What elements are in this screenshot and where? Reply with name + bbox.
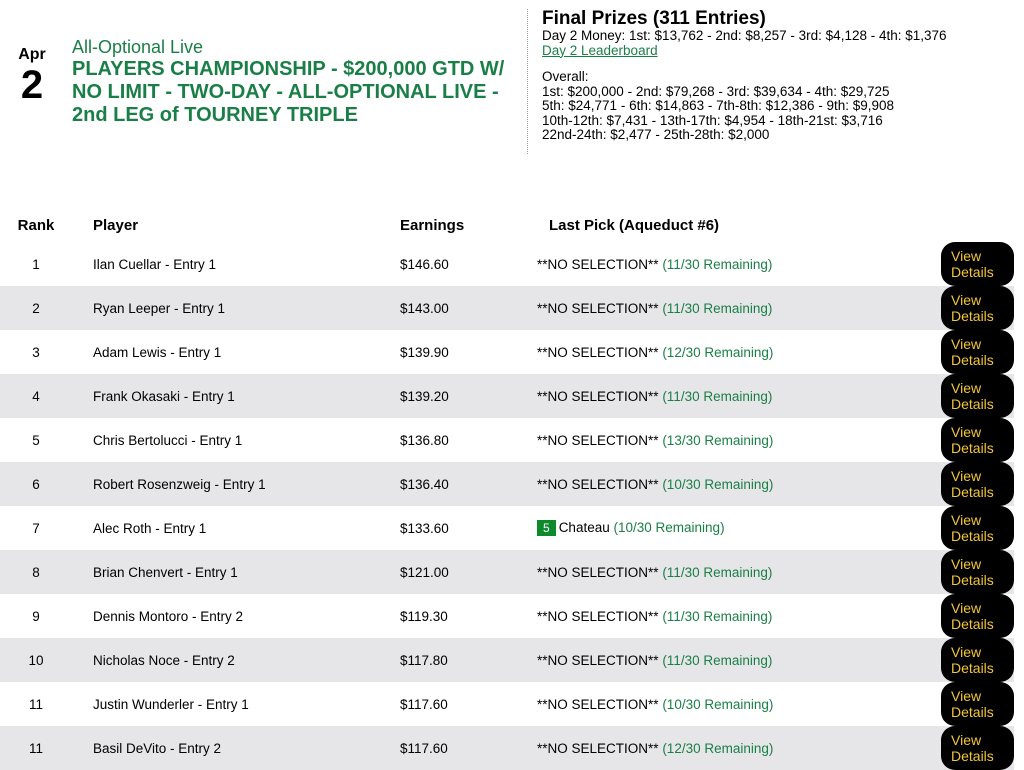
horse-number-badge: 5 xyxy=(537,520,556,536)
player-cell: Basil DeVito - Entry 2 xyxy=(72,726,379,770)
remaining-count: (11/30 Remaining) xyxy=(662,388,773,404)
pick-name: **NO SELECTION** xyxy=(537,344,659,360)
earnings-cell: $143.00 xyxy=(379,286,528,330)
player-cell: Adam Lewis - Entry 1 xyxy=(93,344,222,360)
view-details-button[interactable]: View Details xyxy=(941,374,1014,418)
rank-cell: 8 xyxy=(0,550,72,594)
table-row xyxy=(0,594,1014,638)
remaining-count: (12/30 Remaining) xyxy=(662,344,774,360)
header-earnings: Earnings xyxy=(400,216,465,234)
player-cell: Dennis Montoro - Entry 2 xyxy=(93,608,244,624)
event-month: Apr xyxy=(18,46,46,63)
pick-name: **NO SELECTION** xyxy=(537,564,659,580)
event-header xyxy=(72,37,522,127)
remaining-count: (12/30 Remaining) xyxy=(662,740,774,756)
player-cell: Brian Chenvert - Entry 1 xyxy=(72,550,379,594)
action-cell xyxy=(931,462,1014,506)
action-cell xyxy=(931,330,1014,374)
earnings-cell: $117.80 xyxy=(379,638,528,682)
action-cell xyxy=(931,506,1014,550)
event-date xyxy=(14,46,50,106)
table-row xyxy=(0,330,1014,374)
leaderboard-body xyxy=(0,242,1014,770)
pick-name: **NO SELECTION** xyxy=(537,740,659,756)
pick-name: **NO SELECTION** xyxy=(537,652,659,668)
rank-cell: 6 xyxy=(0,462,72,506)
rank-cell: 1 xyxy=(32,256,40,272)
last-pick-cell xyxy=(528,506,931,550)
last-pick-cell xyxy=(528,638,931,682)
rank-cell: 11 xyxy=(0,726,72,770)
rank-cell: 2 xyxy=(0,286,72,330)
day2-money: Day 2 Money: 1st: $13,762 - 2nd: $8,257 - 3rd: $4,128 - 4th: $1,376 xyxy=(542,28,947,43)
header-action xyxy=(931,208,1014,242)
pick-name: **NO SELECTION** xyxy=(537,608,659,624)
last-pick-cell xyxy=(528,462,931,506)
action-cell xyxy=(931,726,1014,770)
table-row xyxy=(0,462,1014,506)
remaining-count: (10/30 Remaining) xyxy=(613,520,725,535)
header-rank: Rank xyxy=(17,216,55,234)
remaining-count: (10/30 Remaining) xyxy=(662,476,774,492)
remaining-count: (10/30 Remaining) xyxy=(662,696,774,712)
last-pick-cell xyxy=(528,594,931,638)
action-cell xyxy=(931,550,1014,594)
view-details-button[interactable]: View Details xyxy=(941,594,1014,638)
last-pick-cell xyxy=(528,242,931,286)
view-details-button[interactable]: View Details xyxy=(941,638,1014,682)
table-row xyxy=(0,374,1014,418)
action-cell xyxy=(931,638,1014,682)
table-row xyxy=(0,242,1014,286)
overall-line: 10th-12th: $7,431 - 13th-17th: $4,954 - 18th-21st: $3,716 xyxy=(542,112,883,128)
remaining-count: (11/30 Remaining) xyxy=(662,564,773,580)
overall-line: 5th: $24,771 - 6th: $14,863 - 7th-8th: $12,386 - 9th: $9,908 xyxy=(542,98,895,113)
earnings-cell: $117.60 xyxy=(400,696,448,712)
player-cell: Justin Wunderler - Entry 1 xyxy=(93,696,249,712)
event-day: 2 xyxy=(20,63,44,107)
table-row xyxy=(0,638,1014,682)
last-pick-cell xyxy=(528,330,931,374)
table-row xyxy=(0,682,1014,726)
overall-line: 1st: $200,000 - 2nd: $79,268 - 3rd: $39,634 - 4th: $29,725 xyxy=(542,83,890,99)
leaderboard-table xyxy=(0,208,1014,770)
overall-line: 22nd-24th: $2,477 - 25th-28th: $2,000 xyxy=(542,127,770,142)
remaining-count: (11/30 Remaining) xyxy=(662,256,773,272)
pick-name: Chateau xyxy=(558,520,610,535)
pick-name: **NO SELECTION** xyxy=(537,300,659,316)
view-details-button[interactable]: View Details xyxy=(941,682,1014,726)
header-last-pick: Last Pick (Aqueduct #6) xyxy=(549,216,720,234)
table-header-row xyxy=(0,208,1014,242)
pick-name: **NO SELECTION** xyxy=(537,256,659,272)
player-cell: Chris Bertolucci - Entry 1 xyxy=(93,432,243,448)
earnings-cell: $136.40 xyxy=(379,462,528,506)
player-cell: Ilan Cuellar - Entry 1 xyxy=(93,256,217,272)
player-cell: Frank Okasaki - Entry 1 xyxy=(72,374,379,418)
view-details-button[interactable]: View Details xyxy=(941,242,1014,286)
action-cell xyxy=(931,682,1014,726)
earnings-cell: $139.20 xyxy=(379,374,528,418)
table-row xyxy=(0,286,1014,330)
view-details-button[interactable]: View Details xyxy=(941,726,1014,770)
player-cell: Nicholas Noce - Entry 2 xyxy=(72,638,379,682)
view-details-button[interactable]: View Details xyxy=(941,550,1014,594)
action-cell xyxy=(931,286,1014,330)
view-details-button[interactable]: View Details xyxy=(941,286,1014,330)
rank-cell: 5 xyxy=(32,432,40,448)
earnings-cell: $146.60 xyxy=(400,256,449,272)
table-row xyxy=(0,506,1014,550)
action-cell xyxy=(931,418,1014,462)
last-pick-cell xyxy=(528,682,931,726)
remaining-count: (11/30 Remaining) xyxy=(662,300,773,316)
last-pick-cell xyxy=(528,286,931,330)
earnings-cell: $121.00 xyxy=(379,550,528,594)
action-cell xyxy=(931,242,1014,286)
event-title: PLAYERS CHAMPIONSHIP - $200,000 GTD W/ NO LIMIT - TWO-DAY - ALL-OPTIONAL LIVE - 2nd LEG of TOURNEY TRIPLE xyxy=(72,58,505,126)
overall-heading: Overall: xyxy=(542,69,589,84)
table-row xyxy=(0,418,1014,462)
last-pick-cell xyxy=(528,726,931,770)
rank-cell: 3 xyxy=(32,344,40,360)
action-cell xyxy=(931,374,1014,418)
rank-cell: 7 xyxy=(32,520,40,536)
last-pick-cell xyxy=(528,418,931,462)
header-divider xyxy=(527,9,528,154)
day2-leaderboard-link[interactable]: Day 2 Leaderboard xyxy=(542,42,658,58)
remaining-count: (11/30 Remaining) xyxy=(662,608,773,624)
pick-name: **NO SELECTION** xyxy=(537,696,659,712)
table-row xyxy=(0,550,1014,594)
earnings-cell: $133.60 xyxy=(400,520,449,536)
player-cell: Alec Roth - Entry 1 xyxy=(93,520,207,536)
header-player: Player xyxy=(93,216,139,234)
remaining-count: (11/30 Remaining) xyxy=(662,652,773,668)
view-details-button[interactable]: View Details xyxy=(941,462,1014,506)
rank-cell: 10 xyxy=(0,638,72,682)
view-details-button[interactable]: View Details xyxy=(941,506,1014,550)
remaining-count: (13/30 Remaining) xyxy=(662,432,774,448)
earnings-cell: $117.60 xyxy=(379,726,528,770)
last-pick-cell xyxy=(528,550,931,594)
player-cell: Ryan Leeper - Entry 1 xyxy=(72,286,379,330)
pick-name: **NO SELECTION** xyxy=(537,388,659,404)
earnings-cell: $139.90 xyxy=(400,344,449,360)
event-subtitle: All-Optional Live xyxy=(72,37,204,57)
view-details-button[interactable]: View Details xyxy=(941,330,1014,374)
rank-cell: 11 xyxy=(28,696,43,712)
view-details-button[interactable]: View Details xyxy=(941,418,1014,462)
prizes-panel xyxy=(542,8,1012,143)
action-cell xyxy=(931,594,1014,638)
prizes-heading: Final Prizes (311 Entries) xyxy=(542,8,766,29)
pick-name: **NO SELECTION** xyxy=(537,432,659,448)
rank-cell: 4 xyxy=(0,374,72,418)
earnings-cell: $136.80 xyxy=(400,432,449,448)
table-row xyxy=(0,726,1014,770)
earnings-cell: $119.30 xyxy=(400,608,448,624)
player-cell: Robert Rosenzweig - Entry 1 xyxy=(72,462,379,506)
last-pick-cell xyxy=(528,374,931,418)
rank-cell: 9 xyxy=(32,608,40,624)
pick-name: **NO SELECTION** xyxy=(537,476,659,492)
